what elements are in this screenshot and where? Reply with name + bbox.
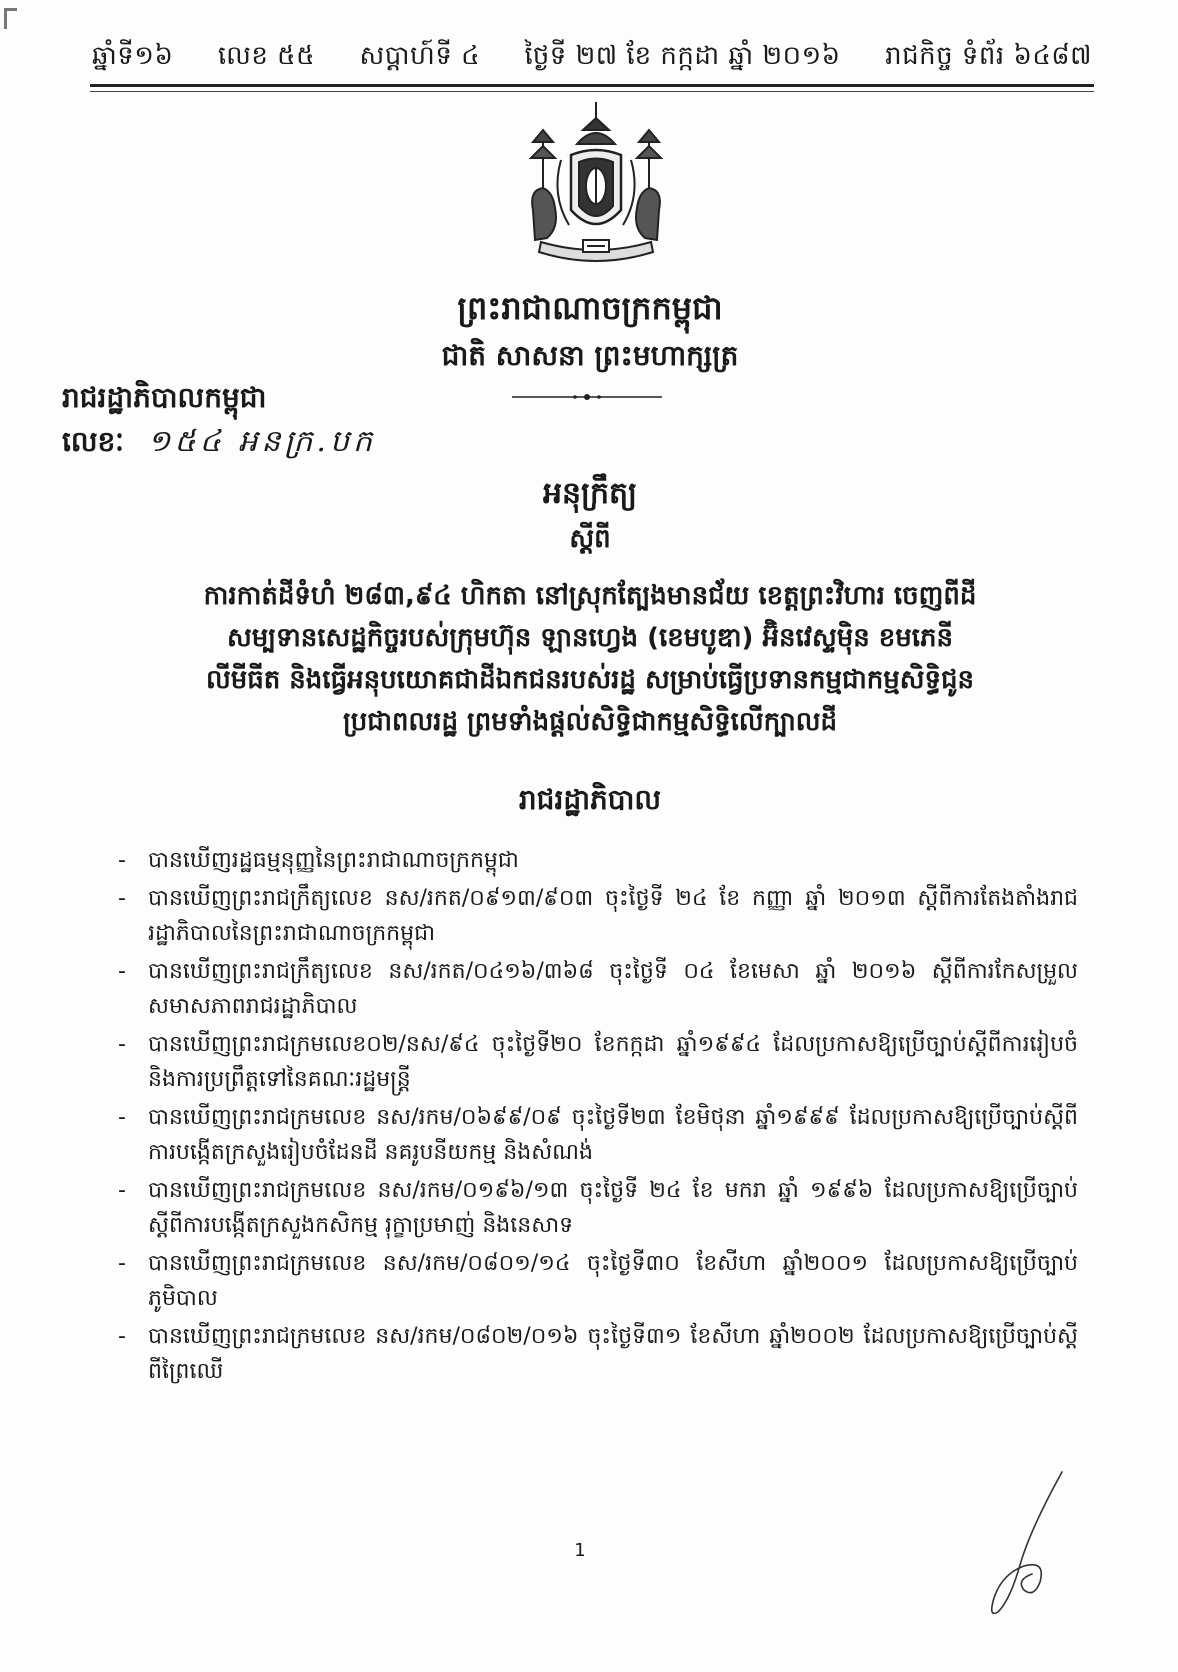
gazette-year: ឆ្នាំទី១៦ xyxy=(92,41,174,71)
citation-text: បានឃើញព្រះរាជក្រមលេខ នស/រកម/០៨០២/០១៦ ចុះថ្ងៃទី៣១ ខែសីហា ឆ្នាំ២០០២ ដែលប្រកាសឱ្យប្រើច្បាប់ស្តីពីព្រៃឈើ xyxy=(148,1324,1078,1384)
subject-line: ប្រជាពលរដ្ឋ ព្រមទាំងផ្តល់សិទ្ធិជាកម្មសិទ្ធិលើក្បាលដី xyxy=(342,707,837,737)
handwritten-signature-icon xyxy=(980,1470,1070,1620)
gazette-header xyxy=(92,30,1092,86)
citation-item: - បានឃើញព្រះរាជក្រមលេខ នស/រកម/០៨០១/១៤ ចុះថ្ងៃទី៣០ ខែសីហា ឆ្នាំ២០០១ ដែលប្រកាសឱ្យប្រើច្បាប់ភូមិបាល xyxy=(118,1246,1078,1316)
citation-item: - បានឃើញព្រះរាជក្រមលេខ០២/នស/៩៤ ចុះថ្ងៃទី២០ ខែកក្កដា ឆ្នាំ១៩៩៤ ដែលប្រកាសឱ្យប្រើច្បាប់ស្តីពីការរៀបចំនិងការប្រព្រឹត្តទៅនៃគណៈរដ្ឋមន្ត្រី xyxy=(118,1027,1078,1097)
document-subject xyxy=(100,575,1080,743)
citation-text: បានឃើញព្រះរាជក្រមលេខ នស/រកម/០៨០១/១៤ ចុះថ្ងៃទី៣០ ខែសីហា ឆ្នាំ២០០១ ដែលប្រកាសឱ្យប្រើច្បាប់ភូមិបាល xyxy=(148,1251,1078,1311)
royal-coat-of-arms-icon xyxy=(521,100,671,270)
citation-item: - បានឃើញរដ្ឋធម្មនុញ្ញនៃព្រះរាជាណាចក្រកម្ពុជា xyxy=(118,843,1078,878)
header-rule xyxy=(90,84,1094,87)
document-number-value: ១៥៤ អនក្រ.បក xyxy=(147,424,377,459)
citation-text: បានឃើញរដ្ឋធម្មនុញ្ញនៃព្រះរាជាណាចក្រកម្ពុជា xyxy=(148,848,519,873)
gazette-week: សប្តាហ៍ទី ៤ xyxy=(359,41,480,71)
gazette-issue: លេខ ៥៥ xyxy=(217,41,315,71)
subject-line: សម្បទានសេដ្ឋកិច្ចរបស់ក្រុមហ៊ុន ឡានហ្វេង (ខេមបូឌា) អ៊ិនវេស្ទម៉ិន ខមភេនី xyxy=(226,623,954,653)
citation-item: - បានឃើញព្រះរាជក្រមលេខ នស/រកម/០៦៩៩/០៩ ចុះថ្ងៃទី២៣ ខែមិថុនា ឆ្នាំ១៩៩៩ ដែលប្រកាសឱ្យប្រើច្បាប់ស្តីពីការបង្កើតក្រសួងរៀបចំដែនដី នគរូបនីយកម្ម និងសំណង់ xyxy=(118,1100,1078,1170)
subject-line: លីមីធីត និងធ្វើអនុបយោគជាដីឯកជនរបស់រដ្ឋ សម្រាប់ធ្វើប្រទានកម្មជាកម្មសិទ្ធិជូន xyxy=(205,665,974,695)
issuing-authority: រាជរដ្ឋាភិបាលកម្ពុជា xyxy=(62,381,267,414)
citation-text: បានឃើញព្រះរាជក្រឹត្យលេខ នស/រកត/០៩១៣/៩០៣ ចុះថ្ងៃទី ២៤ ខែ កញ្ញា ឆ្នាំ ២០១៣ ស្តីពីការតែងតាំងរាជរដ្ឋាភិបាលនៃព្រះរាជាណាចក្រកម្ពុជា xyxy=(148,886,1078,946)
gazette-page: រាជកិច្ច ទំព័រ ៦៤៨៧ xyxy=(885,41,1092,71)
citation-item: - បានឃើញព្រះរាជក្រឹត្យលេខ នស/រកត/០៩១៣/៩០៣ ចុះថ្ងៃទី ២៤ ខែ កញ្ញា ឆ្នាំ ២០១៣ ស្តីពីការតែងតាំងរាជរដ្ឋាភិបាលនៃព្រះរាជាណាចក្រកម្ពុជា xyxy=(118,881,1078,951)
scan-corner-mark xyxy=(4,8,17,29)
citation-item: - បានឃើញព្រះរាជក្រមលេខ នស/រកម/០១៩៦/១៣ ចុះថ្ងៃទី ២៤ ខែ មករា ឆ្នាំ ១៩៩៦ ដែលប្រកាសឱ្យប្រើច្បាប់ ស្តីពីការបង្កើតក្រសួងកសិកម្ម រុក្ខាប្រមាញ់ និងនេសាទ xyxy=(118,1173,1078,1243)
citation-text: បានឃើញព្រះរាជក្រមលេខ នស/រកម/០១៩៦/១៣ ចុះថ្ងៃទី ២៤ ខែ មករា ឆ្នាំ ១៩៩៦ ដែលប្រកាសឱ្យប្រើច្បាប់ ស្តីពីការបង្កើតក្រសួងកសិកម្ម រុក្ខាប្រមាញ់ និងនេសាទ xyxy=(148,1178,1078,1238)
government-heading: រាជរដ្ឋាភិបាល xyxy=(518,783,662,816)
document-number-label: លេខៈ xyxy=(62,425,124,458)
kingdom-title: ព្រះរាជាណាចក្រកម្ពុជា xyxy=(457,289,723,327)
citation-text: បានឃើញព្រះរាជក្រឹត្យលេខ នស/រកត/០៤១៦/៣៦៨ ចុះថ្ងៃទី ០៤ ខែមេសា ឆ្នាំ ២០១៦ ស្តីពីការកែសម្រួលសមាសភាពរាជរដ្ឋាភិបាល xyxy=(148,959,1078,1019)
citation-text: បានឃើញព្រះរាជក្រមលេខ នស/រកម/០៦៩៩/០៩ ចុះថ្ងៃទី២៣ ខែមិថុនា ឆ្នាំ១៩៩៩ ដែលប្រកាសឱ្យប្រើច្បាប់ស្តីពីការបង្កើតក្រសួងរៀបចំដែនដី នគរូបនីយកម្ម និងសំណង់ xyxy=(148,1105,1078,1165)
citation-list xyxy=(118,843,1078,1392)
document-about: ស្តីពី xyxy=(569,524,611,554)
page-number: 1 xyxy=(574,1540,586,1561)
subject-line: ការកាត់ដីទំហំ ២៨៣,៩៤ ហិកតា នៅស្រុកត្បែងមានជ័យ ខេត្តព្រះវិហារ ចេញពីដី xyxy=(203,581,977,611)
kingdom-motto: ជាតិ សាសនា ព្រះមហាក្សត្រ xyxy=(441,339,739,372)
gazette-date: ថ្ងៃទី ២៧ ខែ កក្កដា ឆ្នាំ ២០១៦ xyxy=(524,41,841,71)
document-number xyxy=(62,422,376,466)
header-rule-thin xyxy=(90,91,1094,92)
citation-item: - បានឃើញព្រះរាជក្រមលេខ នស/រកម/០៨០២/០១៦ ចុះថ្ងៃទី៣១ ខែសីហា ឆ្នាំ២០០២ ដែលប្រកាសឱ្យប្រើច្បាប់ស្តីពីព្រៃឈើ xyxy=(118,1319,1078,1389)
ornament-divider-icon xyxy=(512,392,662,402)
citation-text: បានឃើញព្រះរាជក្រមលេខ០២/នស/៩៤ ចុះថ្ងៃទី២០ ខែកក្កដា ឆ្នាំ១៩៩៤ ដែលប្រកាសឱ្យប្រើច្បាប់ស្តីពីការរៀបចំនិងការប្រព្រឹត្តទៅនៃគណៈរដ្ឋមន្ត្រី xyxy=(148,1032,1078,1092)
document-type: អនុក្រឹត្យ xyxy=(542,476,638,511)
citation-item: - បានឃើញព្រះរាជក្រឹត្យលេខ នស/រកត/០៤១៦/៣៦៨ ចុះថ្ងៃទី ០៤ ខែមេសា ឆ្នាំ ២០១៦ ស្តីពីការកែសម្រួលសមាសភាពរាជរដ្ឋាភិបាល xyxy=(118,954,1078,1024)
